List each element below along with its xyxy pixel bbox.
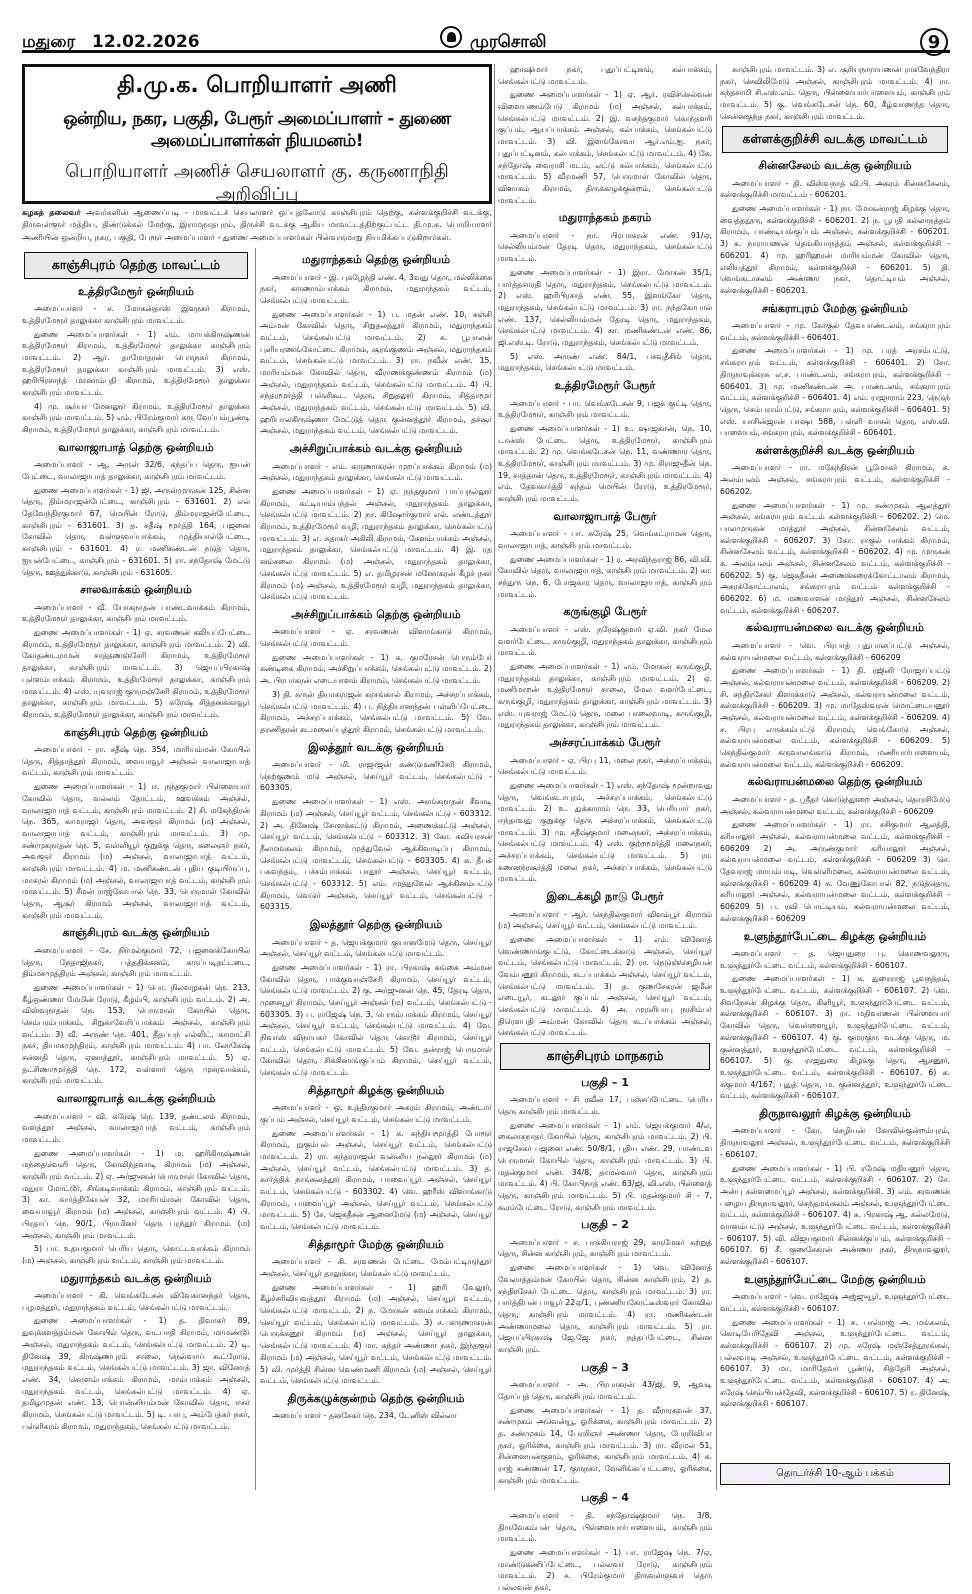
column-4 bbox=[720, 64, 950, 1458]
section-heading: இலத்தூர் தெற்கு ஒன்றியம் bbox=[309, 918, 443, 931]
appointment-paragraph: துணை அமைப்பாளர்கள் - 1) எஸ். சந்தோஷ் மூன்றாவது தெரு, வெங்கடாபுரம், அச்சரப்பாக்கம், செங்கல்பட்டு மாவட்டம். 2) உ. துக்காராம் நெ. 33, பெரியார் நகர், ஈந்தாவது குறுக்கு தெரு அச்சரப்பாக்கம், செங்கல்பட்டு மாவட்டம். 3) மு. சதீஷ்குமார் மலைநகர், அச்சரப்பாக்கம், செங்கல்பட்டு மாவட்டம். 4) எஸ். குற்றமூர்த்தி மலைநகர், அச்சரப்பாக்கம், செங்கல்பட்டு மாவட்டம். 5) ரா. கணனந்ரசூர்த்தி மலை நகர், அச்சரப்பாக்கம், செங்கல்பட்டு மாவட்டம். bbox=[498, 780, 712, 884]
section-heading: திருநாவலூர் கிழக்கு ஒன்றியம் bbox=[759, 1106, 911, 1120]
appointment-paragraph: அமைப்பாளர் - ச. மோகன்தாஸ் இளநகர் கிராமம், உத்திரமேரூர் தாலுக்கா காஞ்சிபுரம் மாவட்டம். bbox=[22, 304, 250, 325]
appointment-paragraph: துணை அமைப்பாளர்கள் - 1) ஈ. நந்தகுமார் பிள்ளையார் கோவில் தெரு, வல்லம் தோட்டம், ஊவக்கம் அஞ்சல், வாலாஜாபாத் வட்டம், காஞ்சிபுரம் மாவட்டம். 2) சி. மகேந்திரன் நெ. 365, காமராஜர் தெரு, அவளூர் கிராமம் (ம) அஞ்சல், வாலாஜாபாத் வட்டம், காஞ்சிபுரம் மாவட்டம். 3) மு. சண்முகநாதன் நெ. 5, வள்ளியூர் குறுக்கு தெரு, கலைஞர் நகர், அவளூர் கிராமம் (ம) அஞ்சல், வாலாஜாபாத் வட்டம், காஞ்சிபுரம் மாவட்டம். 4) ம. மணிகண்டன் புதிய குடியிருப்பு, மாகரல் கிராமம் (ம) அஞ்சல், வாலாஜாபாத் வட்டம், காஞ்சிபுரம் மாவட்டம். 5) சீமன் ராஜ்கோபால் நெ. 33, பெருமாள் கோவில் தெரு, ஆசூர் கிராமம் அஞ்சல், வாலாஜாபாத் வட்டம், காஞ்சிபுரம் மாவட்டம். bbox=[22, 782, 250, 920]
appointment-paragraph: அமைப்பாளர் - த. ஜெயக்குமார் குயானமேடு தெரு, செய்யூர் அஞ்சல், செய்யூர் வட்டம், செங்கல்பட்டு மாவட்டம். bbox=[260, 937, 492, 959]
appointment-paragraph: அமைப்பாளர் - ஆ. அருள் 32/6, கந்தப்ப தெரு, ஐயன் பேட்டை, வாலாஜாபாத் தாலுக்கா, காஞ்சிபுரம் மாவட்டம். bbox=[22, 460, 250, 481]
appointment-paragraph: 3) தி. சுருள் தியாகராஜன் கரசங்கால் கிராமம், அச்சரப்பாக்கம், செங்கல்பட்டு மாவட்டம். 4) ப. நித்தியானந்தன் பள்ளிப்பேட்டை கிராமம், அச்சரப்பாக்கம், செங்கல்பட்டு மாவட்டம். 5) வே. தரணிதரன் கடமலைப்புத்தூர் கிராமம், செங்கல்பட்டு மாவட்டம். bbox=[260, 689, 492, 734]
section-heading: உளுந்தூர்பேட்டை மேற்கு ஒன்றியம் bbox=[744, 1272, 926, 1286]
appointment-paragraph: துணை அமைப்பாளர்கள் - 1) ஏ. ஆர். ரவிச்செல்வன் விளையணம்பேடு கிராமம் (ம) அஞ்சல், கல்பாக்கம், செங்கல்பட்டு மாவட்டம். 2) இ. வசந்தகுமார் கொந்தளரி குப்பம், ஆயப்பாக்கம் அஞ்சல், கல்பாக்கம், செங்கல்பட்டு மாவட்டம். 3) வி. இளங்கோவா ஆர்.எம்.ஐ. நகர், புதுப்பட்டினம், கல்பாக்கம், செங்கல்பட்டு மாவட்டம். 4) கே. சந்தோஷ் வைராசி மடம், லட்டு கல்பாக்கம், செங்கல்பட்டு மாவட்டம். 5) வீரமணி 57, பெருமாள் கோவில் தெரு, விளாகம் கிராமம், திருக்கழுக்குன்றம், செங்கல்பட்டு மாவட்டம். bbox=[498, 90, 712, 205]
appointment-paragraph: துணை அமைப்பாளர்கள் - 1) எம். மோகன் கருங்குழி, மதுராந்தகம் தாலுக்கா, காஞ்சிபுரம் மாவட்டம். 2) ஏ. மணிமாறன் உத்திரமேரூர் சாலை, மேல வளர்பேட்டை, கருங்குழி, மதுராந்தகம் தாலுக்கா, காஞ்சிபுரம் மாவட்டம். 3) எஸ். யுவராஜ் மேட்டு தெரு, மலை பாலைவாடி, கருங்குழி, மதுராந்தகம் தாலுக்கா, காஞ்சிபுரம் மாவட்டம். bbox=[498, 661, 712, 730]
section-heading: கல்வராயன்மலை தெற்கு ஒன்றியம் bbox=[747, 775, 923, 789]
intro-lead: கழகத் தலைவர் bbox=[22, 208, 81, 217]
section-heading: சங்கராபுரம் மேற்கு ஒன்றியம் bbox=[761, 301, 909, 315]
masthead-date: 12.02.2026 bbox=[92, 32, 200, 52]
headline-title: தி.மு.க. பொறியாளர் அணி bbox=[117, 73, 397, 98]
section-heading: அச்சரப்பாக்கம் பேரூர் bbox=[549, 736, 661, 749]
column-1 bbox=[22, 248, 250, 1490]
section-heading: பகுதி – 2 bbox=[581, 1218, 629, 1232]
section-heading: பகுதி – 3 bbox=[581, 1360, 629, 1374]
section-heading: அச்சிறுப்பாக்கம் வடக்கு ஒன்றியம் bbox=[289, 442, 463, 456]
appointment-paragraph: அமைப்பாளர் - த. ஸ்ரீதர் கொடுந்தூறை அஞ்சல், தொரசிமேடு அஞ்சல், கல்வராயன்மலை வட்டம், கள்ளக்குறிச்சி - 606209 bbox=[720, 794, 950, 816]
section-heading: உளுந்தூர்பேட்டை கிழக்கு ஒன்றியம் bbox=[743, 929, 927, 943]
appointment-paragraph: அமைப்பாளர் - வெ. பிரபாத் புதுபாலப்பட்டு அஞ்சல், கல்வராயன்மலை வட்டம், கள்ளக்குறிச்சி - 606209 bbox=[720, 640, 950, 662]
section-heading: இடைக்கழி நாடு பேரூர் bbox=[546, 890, 664, 904]
appointment-paragraph: 5) பா. உதயகுமார் பெரிய தெரு, கொட்டவாக்கம் கிராமம் (ம) அஞ்சல், காஞ்சிபுரம் வட்டம், காஞ்சிபுரம் மாவட்டம். bbox=[22, 1244, 250, 1265]
appointment-paragraph: துணை அமைப்பாளர்கள் - 1) ப. மதன் எண். 10, கஞ்சி அம்மன் கோவில் தெரு, சிறுதலத்தூர் கிராமம், மதுராந்தகம் வட்டம், செங்கல்பட்டு மாவட்டம். 2) க. பூபாலன் புளியரணங்கோட்டை கிராமம், சூரங்குணம் அஞ்சல், மதுராந்தகம் வட்டம், செங்கல்பட்டு மாவட்டம். 3) ரா. நவீன் எண். 15, மாரியம்மன் கோவில் தெரு, வீராணக்குண்ணம் கிராமம் (ம) அஞ்சல், மதுராந்தகம் வட்டம், செங்கல்பட்டு மாவட்டம். 4) பி. சந்தரமூர்த்தி பள்ளிகூட தெரு, சிறுதலூர் கிராமம், சித்தாமூர் அஞ்சல், மதுராந்தகம் வட்டம், செங்கல்பட்டு மாவட்டம். 5) வி. ஹரிபாலகிருஷ்ணா மேட்டுத் தெரு குன்னத்தூர் கிராமம், தச்சூர் அஞ்சல், மதுராந்தகம் வட்டம், செங்கல்பட்டு மாவட்டம். bbox=[260, 309, 492, 436]
appointment-paragraph: அமைப்பாளர் - ரா. சதீஷ் நெ. 354, மாரியம்மன் கோயில் தெரு, சித்தாத்தூர் கிராமம், வையாவூர் அஞ்சல் வாலாஜாபாத் வட்டம், காஞ்சிபுரம் மாவட்டம். bbox=[22, 745, 250, 778]
section-heading: வாலாஜாபாத் பேரூர் bbox=[553, 509, 657, 523]
section-heading: வாலாஜாபாத் தெற்கு ஒன்றியம் bbox=[58, 440, 214, 454]
appointment-paragraph: துணை அமைப்பாளர்கள் - 1) ர. அரவிந்தராஜ் 86, வி.வி. கோவில் தெரு, வாலாஜாபாத், காஞ்சிபுரம் மாவட்டம். 2) கா. சந்துரு நெ. 6, போஜகார தெரு, வாலாஜாபாத், காஞ்சிபுரம் மாவட்டம். bbox=[498, 554, 712, 599]
appointment-paragraph: 5) எஸ். அருண் எண். 84/1, பசவுதீசிங் தெரு, மதுராந்தகம், செங்கல்பட்டு மாவட்டம். bbox=[498, 351, 712, 373]
section-heading: கள்ளக்குறிச்சி வடக்கு ஒன்றியம் bbox=[755, 443, 915, 457]
section-heading: மதுராந்தகம் நகரம் bbox=[558, 211, 652, 225]
appointment-paragraph: துணை அமைப்பாளர்கள் - 1) ஜி. அருள்முருகன் 125, சின்ன தெரு, திம்மராஜன்பேட்டை, காஞ்சிபுரம் - 631601. 2) எல் தேவேந்திரகுமார் 67, மெயின் ரோடு, திம்மராஜன்பேட்டை, காஞ்சிபுரம் - 631601. 3) த. சதீஷ் மூர்த்தி 164, பஜனை கோவில் தெரு, வள்ளுவப்பாக்கம், முத்தியால்பேட்டை, காஞ்சிபுரம் - 631601. 4) ர. மணிகண்டன் நடுத் தெரு, ஐயன்பேட்டை, காஞ்சிபுரம் - 631601. 5) ரா. சந்தோஷ் மேட்டு தெரு, ஊத்துக்காடு, காஞ்சிபுரம் - 631605. bbox=[22, 485, 250, 577]
masthead-paper-name: முரசொலி bbox=[470, 32, 547, 52]
appointment-paragraph: அமைப்பாளர் - ஏ. பிரபு 11, மலை நகர், அச்சரப்பாக்கம், செங்கல்பட்டு மாவட்டம். bbox=[498, 755, 712, 777]
district-heading: காஞ்சிபுரம் மாநகரம் bbox=[500, 1043, 710, 1070]
appointment-paragraph: அமைப்பாளர் - ஒ. உத்திரகுமார் அகரம் கிராமம், அண்டார் குப்பம் அஞ்சல், செய்யூர் வட்டம், செங்கல்பட்டு மாவட்டம். bbox=[260, 1103, 492, 1124]
appointment-paragraph: அமைப்பாளர் - கி. வெங்கடேசன் விவேகானந்தர் தெரு, பழமத்தூர், மதுராந்தகம் வட்டம், செங்கல்பட்டு மாவட்டம். bbox=[22, 1291, 250, 1312]
appointment-paragraph: அமைப்பாளர் - மு. கோகுல் தேவபாண்டலம், சங்கராபுரம் வட்டம், கள்ளக்குறிச்சி - 606401. bbox=[720, 321, 950, 342]
appointment-paragraph: துணை அமைப்பாளர்கள் - 1) இரா. மோகன் 35/1, பார்த்தசாரதி தெரு, மதுராந்தகம், செங்கல்பட்டு மாவட்டம். 2) எஸ். ஹரிபிரசாத் எண். 55, இளங்கோ தெரு, மதுராந்தகம், செங்கல்பட்டு மாவட்டம். 3) ரா. நந்தகோபால் எண். 137, செல்லியம்மன் தேரடி தெரு, மதுராந்தகம், செங்கல்பட்டு மாவட்டம். 4) கா. மணிகண்டன் எண். 86, ஜி.எஸ்.டி. ரோடு, மதுராந்தகம், செங்கல்பட்டு மாவட்டம். bbox=[498, 267, 712, 347]
appointment-paragraph: அமைப்பாளர் - கி. சரவணன் பேட்டை மேம்பட்டிருந்தூர் அஞ்சல், செய்யூர் தாலுக்கா, செங்கல்பட்டு மாவட்டம். bbox=[260, 1257, 492, 1278]
appointment-paragraph: அமைப்பாளர் - பா. சுரேஷ் 25, வெங்கட்ராமன் தெரு, வாலாஜாபாத், காஞ்சிபுரம் மாவட்டம். bbox=[498, 529, 712, 550]
column-divider bbox=[494, 64, 495, 1490]
appointment-paragraph: அமைப்பாளர் - மி. ராஜாஜன் கண்டுமணிசேரி கிராமம், நெற்குணம் மடு அஞ்சல், செய்யூர் வட்டம், செங்கல்பட்டு - 603305. bbox=[260, 760, 492, 793]
appointment-paragraph: அமைப்பாளர் - எம். கருணாகரன் முறப்பாக்கம் கிராமம் (ம) அஞ்சல், மதுராந்தகம் தாலுக்கா, செங்கல்பட்டு மாவட்டம். bbox=[260, 461, 492, 483]
section-heading: திருக்கழுக்குன்றம் தெற்கு ஒன்றியம் bbox=[287, 1391, 465, 1405]
appointment-paragraph: துணை அமைப்பாளர்கள் - 1) ரா. சசிகுமார் ஆலத்தி, கரியாலூர் அஞ்சல், கல்வராயன்மலை வட்டம், கள்ளக்குறிச்சி - 606209 2) அ. அருண்குமார் கரியாலூர் அஞ்சல், கல்வராயன்மலை வட்டம், கள்ளக்குறிச்சி - 606209 3) செ. தேவராஜ் மாயம்பாடி, வெள்ளிமலை, கல்வராயன்மலை வட்டம், கள்ளக்குறிச்சி - 606209 4) சு. வேணுகோபால் 82, நடுத்தெரு, கரியாலூர் அஞ்சல், கல்வராயன்மலை வட்டம், கள்ளக்குறிச்சி - 606209 5) ப. ரவி பொட்டியம், கல்வராயன்மலை வட்டம், கள்ளக்குறிச்சி - 606209 bbox=[720, 820, 950, 923]
rising-sun-logo-icon bbox=[440, 26, 462, 48]
appointment-paragraph: அமைப்பாளர் - சே. நிர்மல்குமார் 72, பஜனைக்கோயில் தெரு, நேதாஜிநகர், பத்ததிக்கனம், கருப்படிதட்டடை, திம்மசமுத்திரம் அஞ்சல், காஞ்சிபுரம் மாவட்டம். bbox=[22, 945, 250, 979]
appointment-paragraph: துணை அமைப்பாளர்கள் - 1) சு. சுந்தியமூர்த்தி போரூர் கிராமம், நுகும்பல் அஞ்சல், செய்யூர் வட்டம், செங்கல்பட்டு மாவட்டம். 2) ரா. சுந்தரராஜன் வன்னிய நல்லூர் கிராமம் (ம) அஞ்சல், செய்யூர் வட்டம், செங்கல்பட்டு மாவட்டம். 3) த. கார்த்திக் நாங்கலத்தூர் கிராமம், பாவைப்பூர் அஞ்சல், செய்யூர் வட்டம், செங்கல்பட்டு - 603302. 4) வெ. ஹரீஸ் விளாங்காடு கிராமம், பாவைப்பூர் அஞ்சல், செய்யூர் வட்டம், செங்கல்பட்டு மாவட்டம். 5) சே. ஜெகதீசன் ஆனைமேடு (ம) அஞ்சல், செய்யூர் வட்டம், செங்கல்பட்டு மாவட்டம். bbox=[260, 1128, 492, 1232]
headline-banner bbox=[22, 64, 492, 204]
section-heading: வாலாஜாபாத் வடக்கு ஒன்றியம் bbox=[56, 1092, 216, 1106]
appointment-paragraph: காஞ்சிபுரம் மாவட்டம். 3) எ. சூரியநாராயணன் ராகவேந்திரா நகர், செவிலிமேடு அஞ்சல், காஞ்சிபுரம் மாவட்டம். 4) ரா. கந்தசாமி சி.எஸ்.எம். தெரு, பிள்ளையார்பாளையம், காஞ்சிபுரம் மாவட்டம். 5) கு. வெங்கடேசன் நெ. 60, கீழ்வாணந்த தெரு, சென்னகுந்த நகர், காஞ்சிபுரம் மாவட்டம். bbox=[720, 65, 950, 121]
section-heading: அச்சிறுப்பாக்கம் தெற்கு ஒன்றியம் bbox=[291, 607, 461, 621]
appointment-paragraph: துணை அமைப்பாளர்கள் - 1) ஏ. சரவணன் கலியப்பேட்டை கிராமம், உத்திரமேரூர் தாலுக்கா, காஞ்சிபுரம் மாவட்டம். 2) வி. கோதண்டராமன் சாத்தணஞ்சேரி கிராமம், உத்திரமேரூர் தாலுக்கா, காஞ்சிபுரம் மாவட்டம். 3) ஜெயப்பிரகாஷ் புள்ளம்பாக்கம் கிராமம், உத்திரமேரூர் தாலுக்கா, காஞ்சிபுரம் மாவட்டம். 4) எஸ். யுவராஜ் குருமஞ்சேரி கிராமம், உத்திரமேரூர் தாலுக்கா, காஞ்சிபுரம் மாவட்டம். 5) சுரேஷ் சித்தனக்காவூர் கிராமம், உத்திரமேரூர் தாலுக்கா, காஞ்சிபுரம் மாவட்டம். bbox=[22, 628, 250, 719]
intro-text: அவர்களின் ஆணைப்படி - மாவட்டச் செயலாளர் ஒப்புதலோடு காஞ்சிபுரம் தெற்கு, கள்ளக்குறிச்சி வடக்கு, திருவள்ளூர் மத்திய, திண்டுக்கல் மேற்கு, இராமநாதபுரம், திருச்சி வடக்கு ஆகிய மாவட்டத்திற்குட்பட்ட தி.மு.க. பொறியாளர் அணியின் ஒன்றிய, நகர, பகுதி, பேரூர் அமைப்பாளர் - துணை அமைப்பாளர்கள் பின்வருமாறு நியமிக்கப்படுகிறார்கள். bbox=[22, 208, 492, 242]
appointment-paragraph: துணை அமைப்பாளர்கள் - 1) க. துரைராஜ் பூவநத்தம், உளுந்தூர்பேட்டை வட்டம், கள்ளக்குறிச்சி - 606107. 2) வெ. சிவநேசன் கிழக்கு தெரு, கிளியூர், உளுந்தூர்பேட்டை வட்டம், கள்ளக்குறிச்சி - 606107. 3) ரா. மதிவாணன் பிள்ளையார் கோவில் தெரு, வெள்ளையூர், உளுந்தூர்பேட்டை வட்டம், கள்ளக்குறிச்சி - 606107. 4) கு. குமரகுரு வடக்கு தெரு, ம. குன்னத்தூர், உளுந்தூர்பேட்டை வட்டம், கள்ளக்குறிச்சி - 606107. 5) கு. ராஜதுரை கிழக்கு தெரு, ஆசனூர், உளுந்தூர்பேட்டை வட்டம், கள்ளக்குறிச்சி - 606107. 6) க. சுகுமார் 4/167, புதுத் தெரு, ம. குன்னத்தூர், உளுந்தூர்பேட்டை வட்டம், கள்ளக்குறிச்சி - 606107. bbox=[720, 974, 950, 1101]
appointment-paragraph: துணை அமைப்பாளர்கள் - 1) பொ. நிலவழகன் நெ. 213, கீழ்ஒண்ணா மேமின் ரோடு, கீழம்பி, காஞ்சிபுரம் வட்டம். 2) அ. விஸ்வநாதன் நெ. 153, பெருமாள் கோயில் தெரு, செம்பரம்பாக்கம், சிறுகாவேரிப்பாக்கம் அஞ்சல், காஞ்சிபுரம் வட்டம். 3) வீ. அருண் நெ. 401, தீதப்பந் எல்லிட், காமாட்சி நகர், தியாகமுந்திரம், காஞ்சிபுரம் மாவட்டம். 4) பா. லோகேஷ் சன்னதி தெரு, ஏனாத்தூர், காஞ்சிபுரம் மாவட்டம். 5) ஏ. தட்சிணாமூர்த்தி நெ. 172, வள்ளார் தெரு முசரவாக்கம், காஞ்சிபுரம் மாவட்டம். bbox=[22, 982, 250, 1086]
appointment-paragraph: அமைப்பாளர் - வெ. ராஜேஷ் அஜ்ஜுயூர், உளுந்தூர்பேட்டை வட்டம், கள்ளக்குறிச்சி - 606107. bbox=[720, 1292, 950, 1313]
appointment-paragraph: துணை அமைப்பாளர்கள் - 1) நா. மோகன்ராஜ் கிழக்கு தெரு, வைத்தநூரு, கள்ளக்குறிச்சி - 606201. 2) ந. பூபதி கல்லாநத்தம் கிராமம், பாண்டியங்குப்பம் அஞ்சல், கள்ளக்குறிச்சி - 606201. 3) க. நாராயணன் தெங்கியாநத்தம் அஞ்சல், கள்ளக்குறிச்சி - 606201. 4) மு. ஹரிஹரன் மாரியம்மன் கோவில் தெரு, எலியத்தூர் கிராமம், கள்ளக்குறிச்சி - 606201. 5) தி. வெங்கடாசலம் அண்ணா நகர், தொட்டியம் அஞ்சல், கள்ளக்குறிச்சி - 606201. bbox=[720, 204, 950, 295]
district-heading: கள்ளக்குறிச்சி வடக்கு மாவட்டம் bbox=[722, 126, 948, 153]
appointment-paragraph: 4) மு. சூர்யா மேனலூர் கிராமம், உத்திரமேரூர் தாலுக்கா காஞ்சிபுரம் மாவட்டம். 5) எம். பிரேம்குமார் கரு வேப்பம்பூண்டி கிராமம், உத்திரமேரூர் தாலுக்கா, காஞ்சிபுரம் மாவட்டம். bbox=[22, 401, 250, 435]
headline-subtitle: ஒன்றிய, நகர, பகுதி, பேரூர் அமைப்பாளர் - துணை அமைப்பாளர்கள் நியமனம்! bbox=[63, 109, 451, 151]
appointment-paragraph: அமைப்பாளர் - தி. சந்தோஷ்குமார் நெ. 3/8, திருவேகம்பன் தெரு, பிள்ளையார்பாளையம், காஞ்சிபுரம் மாவட்டம். bbox=[498, 1510, 712, 1544]
appointment-paragraph: அமைப்பாளர் - சி ரவீன் 17, பஞ்சப்பேட்டை பெரிய தெரு காஞ்சிபுரம் மாவட்டம். bbox=[498, 1095, 712, 1117]
appointment-paragraph: அமைப்பாளர் - த. ஜெயதுரை பு. கொணவலூரு, உளுந்தூர்பேட்டை வட்டம், கள்ளக்குறிச்சி - 606107. bbox=[720, 949, 950, 970]
appointment-paragraph: துணை அமைப்பாளர்கள் - 1) தி. ரஜினி ரோஜாப்பட்டு அஞ்சல், கல்வராயன்மலை வட்டம், கள்ளக்குறிச்சி - 606209. 2) சி. சந்திரசேகர் கிளாக்காடு அஞ்சல், கல்வராயன்மலை வட்டம், கள்ளக்குறிச்சி - 606209. 3) மு. மாதேஸ்வரன் மொட்டையனூர் அஞ்சல், கல்வராயன்மலை வட்டம், கள்ளக்குறிச்சி - 606209. 4) ச. பிரபு எருக்கம்பட்டு கிராமம், வெங்கோடு அஞ்சல், கல்வராயன்மலை வட்டம், கள்ளக்குறிச்சி - 606209. 5) செந்தில்குமார் கருவாலங்காடு கிராமம், மணியார்பாளையம், கல்வராயன்மலை வட்டம், கள்ளக்குறிச்சி - 606209. bbox=[720, 666, 950, 769]
appointment-paragraph: துணை அமைப்பாளர்கள் - 1) பி. ரமேஷ் மதியனூர் தெரு, உளுந்தூர்பேட்டை வட்டம், கள்ளக்குறிச்சி - 606107. 2) சே. அன்பு கள்ளமைப்பூர் அஞ்சல், கள்ளக்குறிச்சி. 3) எம். சரவணன் பழைய திருநாவலூர், செந்தமங்கலம் அஞ்சல், உளுந்தூர்பேட்டை வட்டம், கள்ளக்குறிச்சி - 606107. 4) சு. பிரகாஷ் ஆ. கல்லமேடு, வானம்பட்டு அஞ்சல், உளுந்தூர்பேட்டை வட்டம், கள்ளக்குறிச்சி - 606107. 5) வி. விஜயகுமார் சின்னக்குப்பம், கள்ளக்குறிச்சி - 606107. 6) சீ. குணசேகரன் அண்ணா நகர், திருநாவலூர், கள்ளக்குறிச்சி - 606107. bbox=[720, 1163, 950, 1266]
section-heading: காஞ்சிபுரம் வடக்கு ஒன்றியம் bbox=[62, 926, 210, 940]
section-heading: சாலவாக்கம் ஒன்றியம் bbox=[80, 583, 192, 597]
headline-byline: பொறியாளர் அணிச் செயலாளர் கு. கருணாநிதி அறிவிப்பு bbox=[65, 161, 449, 205]
appointment-paragraph: துணை அமைப்பாளர்கள் - 1) எம். மாயக்கிருஷ்ணன் உத்திரமேரூர் கிராமம், உத்திரமேரூர் தாலுக்கா காஞ்சிபுரம் மாவட்டம். 2) ஆர். தாமோதரன் பெருநகர் கிராமம், உத்திரமேரூர் தாலுக்கா காஞ்சிபுரம் மாவட்டம். 3) எஸ். ஹரிபிரசாந்த் மானாம்பதி கிராமம், உத்திரமேரூர் தாலுக்கா காஞ்சிபுரம் மாவட்டம். bbox=[22, 329, 250, 398]
appointment-paragraph: துணை அமைப்பாளர்கள் - 1) ரா. பிரகாஷ் கங்கை அம்மன் கோவில் தெரு, பாக்குவாஞ்சேரி கிராமம், செய்யூர் வட்டம், செங்கல்பட்டு மாவட்டம். 2) கு. அர்ஜுனன் நெ. 45, தேரடி தெரு, முகையூர் கிராமம், செய்யூர் அஞ்சல் (ம) வட்டம், செங்கல்பட்டு - 603305. 3) ப. ராஜேஷ் நெ. 3, பெரும்பாக்கம் கிராமம், செய்யூர் அஞ்சல், செய்யூர் வட்டம், செங்கல்பட்டு மாவட்டம். 4) வே. நிவாஸ் விநாயகர் கோவில் தெரு கொடூர் கிராமம், செய்யூர் வட்டம், செங்கல்பட்டு மாவட்டம். 5) வே. தன்ராஜ் பெருமாள் கோவில் தெரு, சிக்கினாங்குப்பம் கிராமம், செய்யூர் வட்டம், செங்கல்பட்டு மாவட்டம். bbox=[260, 962, 492, 1078]
section-heading: சின்னசேலம் வடக்கு ஒன்றியம் bbox=[758, 159, 912, 173]
section-heading: பகுதி – 1 bbox=[581, 1075, 629, 1089]
appointment-paragraph: அமைப்பாளர் - கோ. செழியன் கோவில்குன்றம்புரம், திருநாவலூர் அஞ்சல், உளுந்தூர்பேட்டை வட்டம், கள்ளக்குறிச்சி - 606107. bbox=[720, 1126, 950, 1159]
column-divider bbox=[255, 248, 256, 1490]
page-number: 9 bbox=[920, 28, 948, 56]
appointment-paragraph: ஹாஷிமார் நகர், புதுப்பட்டினம், கல்பாக்கம், செங்கல்பட்டு மாவட்டம். bbox=[498, 65, 712, 86]
appointment-paragraph: அமைப்பாளர் - தனசேகர் நெ. 234, டேனிஸ் வில்லா bbox=[272, 1411, 457, 1421]
appointment-paragraph: துணை அமைப்பாளர்கள் - 1) மு. சண்முகம் ஆலத்தூர் அஞ்சல், சங்கராபுரம் வட்டம் கள்ளக்குறிச்சி - 606202. 2) மெ. பாலமுருகன் மாத்தூர் அஞ்சல், சின்னசேலம் வட்டம், கள்ளக்குறிச்சி - 606207. 3) கோ. ராகுல் பாக்கம் கிராமம், சின்னசேலம் வட்டம், கள்ளக்குறிச்சி - 606202. 4) மு. முருகன் க. அலம்பலம் அஞ்சல், சின்னசேலம் வட்டம், கள்ளக்குறிச்சி - 606202. 5) கு. ஜெகதீசன் அணைக்கரைக்கோட்டாலம் கிராமம், அகரக்கோட்டாலம், சங்கராபுரம் வட்டம் கள்ளக்குறிச்சி - 606202. 6) ம. மணவாளன் மாத்தூர் அஞ்சல், சின்னசேலம் வட்டம், கள்ளக்குறிச்சி - 606207. bbox=[720, 500, 950, 615]
appointment-paragraph: அமைப்பாளர் - அ. பிரபாகரன் 43/ஜி, 9, ஆவடி தோப்புத் தெரு, காஞ்சிபுரம் மாவட்டம். bbox=[498, 1380, 712, 1401]
appointment-paragraph: துணை அமைப்பாளர்கள் - 1) த. திவாகர் 89, துவுக்களத்தம்மன் கோயில் தெரு, வடபாதி கிராமம், மாமண்டூர் அஞ்சல், மதுராந்தகம் வட்டம், செங்கல்பட்டு மாவட்டம். 2) டி. தினேஷ் 39, கிருஷ்ணபுரம் சாலை, நெல்வாய் கூட்ரோடு, மதுராந்தகம் வட்டம், செங்கல்பட்டு மாவட்டம். 3) ஜா. வினோத் எண். 34, கொளம்பாக்கம் கிராமம், மாம்பாக்கம் அஞ்சல், மதுராந்தகம் வட்டம், செங்கல்பட்டு மாவட்டம். 4) ஏ. தமிழ்முதன் எண். 13, பொன்னியம்மன் கோவில் தெரு, ஈசுர் கிராமம், செங்கல்பட்டு மாவட்டம். 5) டி. பாபு, அம்பேத்கர் நகர், பள்ளிகரம் கிராமம், மதுராந்தகம், செங்கல்பட்டு மாவட்டம். bbox=[22, 1316, 250, 1431]
appointment-paragraph: துணை அமைப்பாளர்கள் - 1) த. வீராரகவன் 37, சண்முகம் அவென்யூ, ஓரிக்கை, காஞ்சிபுரம் மாவட்டம். 2) த. சண்முகம் 14, பேரறிஞர் அண்ணா தெரு, பேரறிவிபா நகர், ஓரிக்கை, காஞ்சிபுரம் மாவட்டம். 3) ரா. வீரமல் 51, சின்னையன்குளம், ஓரிக்கை, காஞ்சிபுரம் மாவட்டம். 4) க. ராஜ் கண்ணன் 17, குருநகர், வேளிங்கப்பட்டரை, ஓரிக்கை, காஞ்சிபுரம் மாவட்டம். bbox=[498, 1405, 712, 1485]
appointment-paragraph: துணை அமைப்பாளர்கள் - 1) ஹரி வேலூர், கீழ்ச்சரிவியவத்தூர் கிராமம் (ம) அஞ்சல், செய்யூர் வட்டம், செங்கல்பட்டு மாவட்டம். 2) ந. மோகன் கவம்பாக்கம் கிராமம், செய்யூர் வட்டம், செங்கல்பட்டு மாவட்டம். 3) ச. கருணாகரன் பெருக்கனூர் கிராமம் (ம) அஞ்சல், செய்யூர் தாலுக்கா, செங்கல்பட்டு மாவட்டம். 4) மா. சுந்தர் அண்ணா நகர், இந்தளூர் கிராமம் (ம) அஞ்சல், செய்யூர் வட்டம், செங்கல்பட்டு மாவட்டம். 5) வி. முர்த்தி சின்ன வெண்மணி கிராமம் (ம) அஞ்சல், செய்யூர் வட்டம், செங்கல்பட்டு மாவட்டம். bbox=[260, 1282, 492, 1386]
appointment-paragraph: அமைப்பாளர் - நா. பிரபாகரன் எண். 91/ஏ, செல்லியம்மன் தேரடி தெரு, மதுராந்தகம், செங்கல்பட்டு மாவட்டம். bbox=[498, 230, 712, 264]
appointment-paragraph: அமைப்பாளர் - வீ. யோகநாதன் பாண்டவாக்கம் கிராமம், உத்திரமேரூர் தாலுக்கா, காஞ்சிபுரம் மாவட்டம். bbox=[22, 602, 250, 624]
district-heading: காஞ்சிபுரம் தெற்கு மாவட்டம் bbox=[24, 252, 248, 279]
masthead bbox=[0, 0, 972, 58]
section-heading: கருங்குழி பேரூர் bbox=[563, 605, 647, 619]
appointment-paragraph: அமைப்பாளர் - ரா. மகேந்திரன் பூமோகர் கிராமம், க. அலம்பலம் அஞ்சல், சங்கராபுரம் வட்டம், கள்ளக்குறிச்சி - 606202. bbox=[720, 463, 950, 496]
appointment-paragraph: துணை அமைப்பாளர்கள் - 1) பா. ராஜேஷ் நெ. 7/ஏ, மாண்டுகணிப்பேட்டை, பல்லவர் ரோடு, காஞ்சிபுரம் மாவட்டம். 2) ச. பிரேம்குமார் திருவள்ளுவர் தெரு பல்லவன் நகர், bbox=[498, 1547, 712, 1592]
appointment-paragraph: அமைப்பாளர் - தி. விஸ்வநாத் வி.பி. அகரம் சின்னசேலம், கள்ளக்குறிச்சி மாவட்டம் - 606201. bbox=[720, 178, 950, 200]
masthead-rule bbox=[22, 50, 950, 53]
appointment-paragraph: அமைப்பாளர் - ச. பாக்கியராஜ் 29, கருமேகர் சுற்றுத் தெரு, சின்ன காஞ்சிபுரம், காஞ்சிபுரம் மாவட்டம். bbox=[498, 1237, 712, 1259]
appointment-paragraph: அமைப்பாளர் - வி. சுரேஷ் நெ. 139, தண்டலம் கிராமம், வளத்தூர் அஞ்சல், வாலாஜாபாத் வட்டம், காஞ்சிபுரம் மாவட்டம். bbox=[22, 1111, 250, 1144]
section-heading: உத்திரமேரூர் பேரூர் bbox=[554, 379, 656, 392]
appointment-paragraph: துணை அமைப்பாளர்கள் - 1) மு. பரத் அரசம்பட்டு, சங்கராபுரம் வட்டம், கள்ளக்குறிச்சி - 606401. 2) சோ. திருநாவுக்கரசு எ.ச. பாண்டலம், சங்கராபுரம், கள்ளக்குறிச்சி - 606401. 3) மு. மணிகண்டன் அ. பாண்டலம், சங்கராபுரம் வட்டம், கள்ளக்குறிச்சி - 606401. 4) எம். ராஜாராம் 223, நெடுந் தெரு, செம்பராம்பட்டு, சங்கராபுரம், கள்ளக்குறிச்சி - 606401. 5) எஸ். யாசின்ஜான் பாஷா 588, பள்ளி வாசல் தெரு, எஸ்.வி. பாளையம், சங்கராபுரம், கள்ளக்குறிச்சி - 606401. bbox=[720, 346, 950, 438]
continued-notice: தொடர்ச்சி 10-ஆம் பக்கம் bbox=[720, 1463, 950, 1485]
appointment-paragraph: துணை அமைப்பாளர்கள் - 1) எம். ஜெயக்குமார் 4/எ, கைலாசநாதர் கோயில் தெரு, காஞ்சிபுரம் மாவட்டம். 2) பி. ராஜசேகர் பஜனை எண். 50/8/1, புதிய எண். 29, பாண்டவ பெருமாள் கோயில் தெரு, காஞ்சிபுரம் மாவட்டம். 3) பி. மதன்குமார் எண். 34/8, தாமல்வார் தெரு, காஞ்சிபுரம் மாவட்டம். 4) பி. கோபிநாத் எண். 63/ஜி, வி.எஸ். பிள்ளைத் தெரு, காஞ்சிபுரம் மாவட்டம். 5) பி. மதன்குமார் சி - 7, கூரம்பேட்டை ரோடு, காஞ்சிபுரம் மாவட்டம். bbox=[498, 1120, 712, 1212]
appointment-paragraph: துணை அமைப்பாளர்கள் - 1) க. குமரேசன் பெரும்பேர் கண்டிகை கிராமம், அச்சிறுப்பாக்கம், செங்கல்பட்டு மாவட்டம். 2) அ. பிரபாகரன் எடையாளம் கிராமம், செங்கல்பட்டு மாவட்டம். bbox=[260, 652, 492, 686]
section-heading: காஞ்சிபுரம் தெற்கு ஒன்றியம் bbox=[63, 725, 209, 739]
appointment-paragraph: துணை அமைப்பாளர்கள் - 1) உ. ஷாஜகான், நெ. 10, டான்ஸ் பேட்டை தெரு, உத்திரமேரூர், காஞ்சிபுரம் மாவட்டம். 2) மு. வெங்கடேசன் நெ. 11, வண்ணார தெரு, உத்திரமேரூர், காஞ்சிபுரம் மாவட்டம். 3) மு. சிராஜுதீன் நெ. 19, சாத்தான் தெரு, உத்திரமேரூர், காஞ்சிபுரம் மாவட்டம். 4) எம். தேவகார்த்தி சுந்தம் மெயின் ரோடு, உத்திரமேரூர், காஞ்சிபுரம் மாவட்டம். bbox=[498, 423, 712, 503]
section-heading: உத்திரமேரூர் ஒன்றியம் bbox=[77, 284, 195, 298]
appointment-paragraph: அமைப்பாளர் - ஏ. சரவணன் விளாங்காடு கிராமம், செங்கல்பட்டு மாவட்டம். bbox=[260, 627, 492, 649]
column-3 bbox=[498, 64, 713, 1592]
section-heading: மதுராந்தகம் தெற்கு ஒன்றியம் bbox=[301, 253, 451, 266]
appointment-paragraph: துணை அமைப்பாளர்கள் - 1) ம. ஹரிகிருஷ்ணன் மந்தைவெளி தெரு, கோவிந்தவாடி கிராமம் (ம) அஞ்சல், காஞ்சிபுரம் வட்டம். 2) ஏ. அர்ஜுனன் பெருமாள் கோவில் தெரு, மதுரா மோட்டூர், சிங்கடிவாக்கம் கிராமம், காஞ்சிபுரம் வட்டம். 3) கா. கார்த்திகேயன் 32, மாரியம்மன் கோவில் தெரு, வையாவூர் கிராமம் (ம) அஞ்சல், காஞ்சிபுரம் வட்டம். 4) பி. பிரதாப் நெ. 90/1, பிராமினர் தெரு பரந்தூர் கிராமம் (ம) அஞ்சல், காஞ்சிபுரம் மாவட்டம். bbox=[22, 1148, 250, 1240]
section-heading: இலத்தூர் வடக்கு ஒன்றியம் bbox=[308, 740, 444, 754]
masthead-city: மதுரை bbox=[22, 32, 76, 52]
appointment-paragraph: துணை அமைப்பாளர்கள் - 1) ஏ. நந்தகுமார் பாப்பநல்லூர் கிராமம், கட்டியாம்பந்தல் அஞ்சல், மதுராந்தகம் தாலுக்கா, செங்கல்பட்டு மாவட்டம். 2) நா. கிஷோர்குமார் எல். எண்டத்தூர் கிராமம், உத்திரமேரூர் வழி, மதுராந்தகம் தாலுக்கா, செங்கல்பட்டு மாவட்டம். 3) எ. சுதாகர் அகிலி கிராமம், கேளம்பாக்கம் அஞ்சல், மதுராந்தகம் தாலுக்கா, செங்கல்பட்டு மாவட்டம். 4) இ. ரத னம்சலை கிராமம் (ம) அஞ்சல், மதுராந்தகம் தாலுக்கா, செங்கல்பட்டு மாவட்டம். 5) எ. தமிழரசன் மனோகரன் கீழச் நகர் கிராமம் (ம) அஞ்சல், உத்திரமேரூர் வழி, மதுராந்தகம் தாலுக்கா, செங்கல்பட்டு மாவட்டம். bbox=[260, 487, 492, 602]
appointment-paragraph: அமைப்பாளர் - ஆர். செந்தில்குமார் விளம்பூர் கிராமம் (ம) அஞ்சல், செய்யூர் வட்டம், செங்கல்பட்டு மாவட்டம். bbox=[498, 909, 712, 931]
appointment-paragraph: துணை அமைப்பாளர்கள் - 1) எம். வினோத் வெண்ணாங்குபட்டு, கோட்டைக்காடு அஞ்சல், செய்யூர் வட்டம், செங்கல்பட்டு மாவட்டம். 2) ரா. நெடுஞ்செழியன் வேம்பனூர் கிராமம், கடப்பாக்கம் அஞ்சல், செய்யூர் வட்டம், செங்கல்பட்டு மாவட்டம். 3) த. குணசேகரன் ஜமீன் எடையூர், கடலூர் குப்பம் அஞ்சல், செய்யூர் வட்டம், செங்கல்பட்டு மாவட்டம். 4) அ. முரளிபாபு நரசிம்பர் திரௌபதி அம்மன் கோவில் தெரு கடப்பாக்கம் அஞ்சல், செங்கல்பட்டு மாவட்டம். bbox=[498, 934, 712, 1038]
appointment-paragraph: துணை அமைப்பாளர்கள் - 1) வெ. வினோத் வேலாத்தம்மன் கோயில் தெரு, சின்ன காஞ்சிபுரம். 2) த. சந்திரசேகர் பேட்டை தெரு, காஞ்சிபுரம் மாவட்டம். 3) ரா. பார்த்திபன் பாவூர் 22ஏ/1, புண்ணியகோட்டீஸ்வரர் கோவில் தெரு, காஞ்சிபுரம் மாவட்டம். 4) ரா. மணிகண்டன் அண்ணாமலை தெரு, காஞ்சிபுரம் மாவட்டம். 5) ரா. ஜெயப்பிரகாஷ் ஜே.ஜே. நகர், நத்தப்பேட்டை, சின்ன காஞ்சிபுரம். bbox=[498, 1263, 712, 1354]
appointment-paragraph: அமைப்பாளர் - இ. புகழேந்தி எண். 4, 3வது தெரு, மல்லிக்கை நகர், கருணாம்பாக்கம் கிராமம், மதுராந்தகம் வட்டம், செங்கல்பட்டு மாவட்டம். bbox=[260, 272, 492, 305]
column-2 bbox=[260, 248, 492, 1490]
appointment-paragraph: அமைப்பாளர் - எஸ். நரேஷ்குமார் ஏ.வி. நகர் மேல வளர்பேட்டை, கருங்குழி, மதுராந்தகம் தாலுக்கா, காஞ்சிபுரம் மாவட்டம். bbox=[498, 624, 713, 658]
intro-paragraph bbox=[22, 207, 492, 245]
section-heading: சித்தாமூர் மேற்கு ஒன்றியம் bbox=[308, 1237, 444, 1251]
section-heading: மதுராந்தகம் வடக்கு ஒன்றியம் bbox=[60, 1271, 212, 1285]
section-heading: சித்தாமூர் கிழக்கு ஒன்றியம் bbox=[307, 1083, 445, 1097]
appointment-paragraph: அமைப்பாளர் - பா. வெங்கடேசன் 9, பஜக் குட்டி தெரு, உத்திரமேரூர், காஞ்சிபுரம் மாவட்டம். bbox=[498, 398, 712, 420]
appointment-paragraph: துணை அமைப்பாளர்கள் - 1) எஸ். அரங்கநாதன் சீவாடி கிராமம் (ம) அஞ்சல், செய்யூர் வட்டம், செங்கல்பட்டு - 603312. 2) அ. தினேஷ் சோளக்கட்டு கிராமம், அணைக்கட்டு அஞ்சல், செய்யூர் வட்டம், செங்கல்பட்டு - 603312. 3) கோ. சுவியரசன் நீலமங்கலம் கிராமம், முத்துவேல் ஆக்கிவாடிப்பு கிராமம், செங்கல்பட்டு மாவட்டம், செங்கல்பட்டு - 603305. 4) க. தீபக் பசுவந்தம், பச்சம்பாக்கம் பாதூர் அஞ்சல், செய்யூர் வட்டம், செங்கல்பட்டு - 603312. 5) எம். முத்துவேல் ஆக்கினம்பட்டு கிராமம், வெடுர் அஞ்சல், செய்யூர் வட்டம், செங்கல்பட்டு - 603315. bbox=[260, 797, 492, 912]
column-divider bbox=[716, 64, 717, 1490]
appointment-paragraph: துணை அமைப்பாளர்கள் - 1) ச. பால்ராஜ் அ. மங்கலம், கொடியேரிதேவி அஞ்சல், உளுந்தூர்பேட்டை வட்டம், கள்ளக்குறிச்சி - 606107. 2) மு. சுரேஷ் மஞ்சேத்நூரங்கல், பல்லவாடி அஞ்சல், உளுந்தூர்பேட்டை வட்டம், கள்ளக்குறிச்சி - 606107. 3) மா. மாரிதேவர் பூண்டு, சித்தேரி அஞ்சல், உளுந்தூர்பேட்டை வட்டம், கள்ளக்குறிச்சி - 606107. 4) அ. சுரேஷ் செம்பியன்தேவி, கள்ளக்குறிச்சி - 606107. 5) ர. தினேஷ், கள்ளக்குறிச்சி - 606107. bbox=[720, 1317, 950, 1409]
section-heading: கல்வராயன்மலை வடக்கு ஒன்றியம் bbox=[746, 621, 924, 635]
section-heading: பகுதி – 4 bbox=[581, 1491, 629, 1505]
